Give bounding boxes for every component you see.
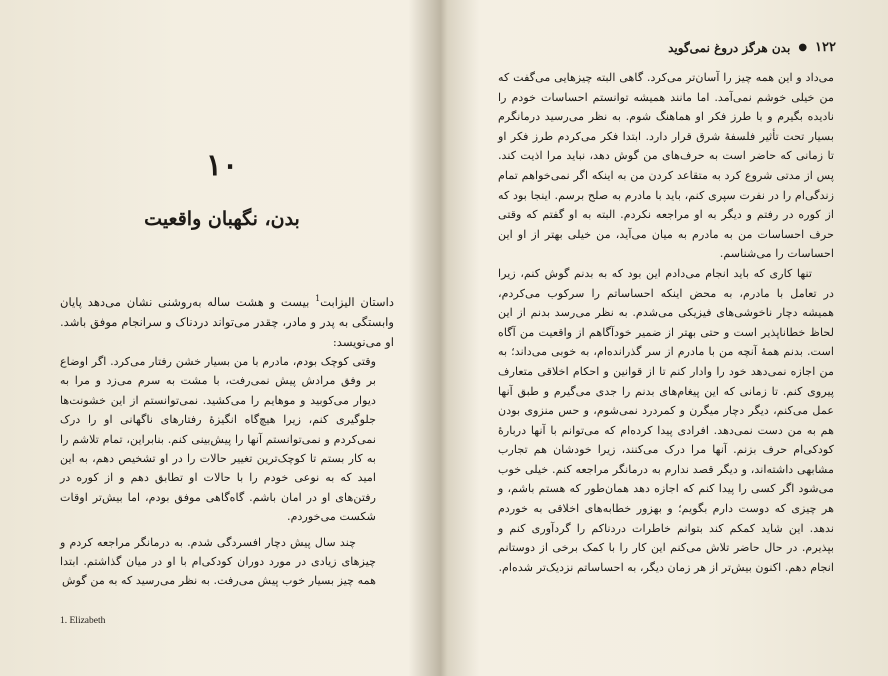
intro-text-start: داستان الیزابت xyxy=(320,294,395,309)
page-number: ۱۲۲ xyxy=(815,40,836,55)
quote-paragraph-2: چند سال پیش دچار افسردگی شدم. به درمانگر مراجعه کردم و چیزهای زیادی در مورد دوران کودکی‌ام با او در میان گذاشتم. ابتدا همه چیز بسیار خوب پیش می‌رفت. به نظر می‌رسید که به من گوش xyxy=(60,535,376,588)
footnote: 1. Elizabeth xyxy=(60,616,106,626)
chapter-number: ۱۰ xyxy=(205,148,239,183)
chapter-intro xyxy=(60,289,394,352)
quote-paragraph-1: وقتی کوچک بودم، مادرم با من بسیار خشن رفتار می‌کرد. اگر اوضاع بر وفق مرادش پیش نمی‌رفت، با مشت به سرم می‌زد و مرا به دیوار می‌کوبید و موهایم را می‌کشید. نمی‌توانستم از این خشونت‌ها جلوگیری کنم، زیرا هیچ‌گاه انگیزهٔ رفتارهای ناگهانی او را درک نمی‌کردم و نمی‌توانستم آنها را پیش‌بینی کنم. بنابراین، تمام تلاشم را به کار بستم تا کوچک‌ترین تغییر حالات را در او تشخیص دهم، به این امید که به نوعی خودم را با حالات او تطابق دهم و از کوره در رفتن‌های او در امان باشم. گاه‌گاهی موفق بودم، اما بیش‌تر اوقات شکست می‌خوردم. xyxy=(60,355,376,524)
bullet-icon: ● xyxy=(798,42,808,53)
running-header xyxy=(500,40,836,55)
quoted-letter xyxy=(60,352,376,591)
intro-text-end: بیست و هشت ساله به‌روشنی نشان می‌دهد پایان وابستگی به پدر و مادر، چقدر می‌تواند دردناک و سرانجام موفق باشد. او می‌نویسد: xyxy=(60,294,394,349)
body-paragraph-1: می‌داد و این همه چیز را آسان‌تر می‌کرد. گاهی البته چیزهایی می‌گفت که من خیلی خوشم نمی‌آمد. اما مانند همیشه توانستم احساسات خودم را نادیده بگیرم و با طرز فکر او هماهنگ شوم. به نظر می‌رسید درمانگرم بسیار تحت تأثیر فلسفهٔ شرق قرار دارد. ابتدا فکر می‌کردم طرز فکر او تا زمانی که حاضر است به حرف‌های من گوش دهد، نباید مرا اذیت کند. پس از مدتی شروع کرد به متقاعد کردن من به اینکه اگر نمی‌خواهم تمام زندگی‌ام را در نفرت سپری کنم، باید با مادرم به صلح برسم. اینجا بود که از کوره در رفتم و دیگر به او مراجعه نکردم. البته به او گفتم که وقتی حرف احساسات من به مادرم به میان می‌آید، من خیلی بهتر از او این احساسات را می‌شناسم. xyxy=(498,71,834,261)
body-paragraph-2: تنها کاری که باید انجام می‌دادم این بود که به بدنم گوش کنم، زیرا در تعامل با مادرم، به محض اینکه احساساتم را سرکوب می‌کردم، همیشه دچار ناخوشی‌های فیزیکی می‌شدم. به نظر می‌رسد بدنم از این لحاظ خطاناپذیر است و حتی بهتر از ضمیر خودآگاهم از واقعیت من آگاه است. بدنم همهٔ آنچه من با مادرم از سر گذرانده‌ام، به خوبی می‌داند؛ به من اجازه نمی‌دهد خود را وادار کنم تا از قوانین و احکام اخلاقی متعارف پیروی کنم. تا زمانی که این پیغام‌های بدنم را جدی می‌گیرم و طبق آنها عمل می‌کنم، دیگر دچار میگرن و کمردرد نمی‌شوم، و حس منزوی بودن هم به من دست نمی‌دهد. افرادی پیدا کرده‌ام که می‌توانم با آنها دربارهٔ کودکی‌ام حرف بزنم. آنها مرا درک می‌کنند، زیرا خودشان هم تجارب مشابهی داشته‌اند، و دیگر قصد ندارم به درمانگر مراجعه کنم. خیلی خوب می‌شود اگر کسی را پیدا کنم که اجازه دهد همان‌طور که هستم باشم، و هر چیزی که دوست دارم بگویم؛ و بهزور خطابه‌های اخلاقی به خوردم ندهد. این شاید کمکم کند بتوانم خاطرات دردناکم را گردآوری کنم و بپذیرم. در حال حاضر تلاش می‌کنم این کار را با کمک برخی از دوستانم انجام دهم. اکنون بیش‌تر از هر زمان دیگر، به احساساتم نزدیک‌تر شده‌ام. xyxy=(498,266,834,574)
intro-paragraph xyxy=(60,289,394,352)
chapter-title: بدن، نگهبان واقعیت xyxy=(144,208,300,230)
footnote-mark: 1 xyxy=(315,294,321,303)
right-page-body xyxy=(498,68,834,577)
right-page xyxy=(444,0,888,676)
running-title: بدن هرگز دروغ نمی‌گوید xyxy=(668,40,791,55)
